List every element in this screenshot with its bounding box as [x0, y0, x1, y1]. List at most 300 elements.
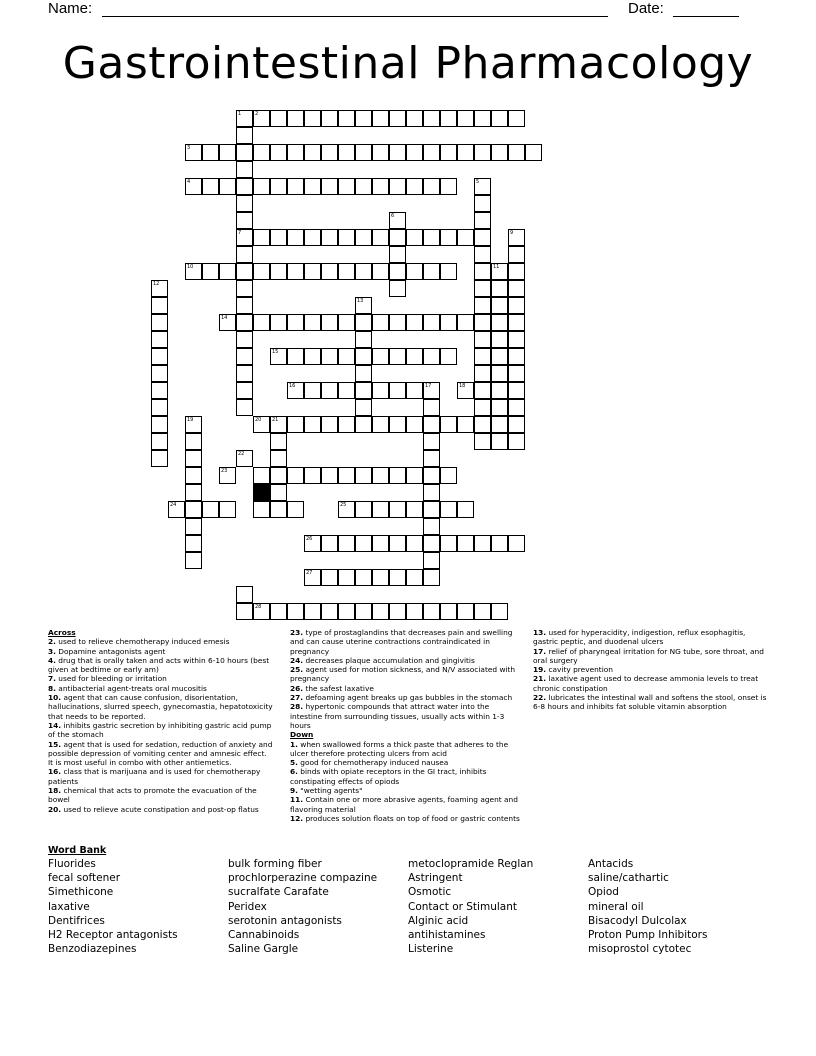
grid-cell[interactable] [270, 416, 287, 433]
grid-cell[interactable] [474, 178, 491, 195]
grid-cell[interactable] [474, 229, 491, 246]
grid-cell[interactable] [389, 382, 406, 399]
grid-cell[interactable] [236, 365, 253, 382]
grid-cell[interactable] [304, 348, 321, 365]
grid-cell[interactable] [491, 365, 508, 382]
grid-cell[interactable] [508, 382, 525, 399]
grid-cell[interactable] [304, 229, 321, 246]
grid-cell[interactable] [151, 399, 168, 416]
grid-cell[interactable] [457, 603, 474, 620]
grid-cell[interactable] [372, 382, 389, 399]
grid-cell[interactable] [423, 382, 440, 399]
grid-cell[interactable] [338, 535, 355, 552]
grid-cell[interactable] [253, 144, 270, 161]
grid-cell[interactable] [440, 229, 457, 246]
grid-cell[interactable] [338, 467, 355, 484]
grid-cell[interactable] [270, 144, 287, 161]
grid-cell[interactable] [457, 501, 474, 518]
grid-cell[interactable] [355, 569, 372, 586]
grid-cell[interactable] [372, 144, 389, 161]
grid-cell[interactable] [457, 314, 474, 331]
grid-cell[interactable] [406, 535, 423, 552]
grid-cell[interactable] [389, 144, 406, 161]
grid-cell[interactable] [287, 467, 304, 484]
grid-cell[interactable] [389, 246, 406, 263]
grid-cell[interactable] [236, 161, 253, 178]
grid-cell[interactable] [406, 144, 423, 161]
clue-number-label: 6. [290, 767, 298, 777]
grid-cell[interactable] [321, 416, 338, 433]
grid-cell[interactable] [253, 416, 270, 433]
grid-cell[interactable] [440, 314, 457, 331]
grid-cell[interactable] [321, 110, 338, 127]
grid-cell[interactable] [355, 603, 372, 620]
grid-cell[interactable] [508, 416, 525, 433]
clue [533, 665, 771, 674]
grid-cell[interactable] [406, 229, 423, 246]
grid-cell[interactable] [253, 110, 270, 127]
grid-cell[interactable] [423, 178, 440, 195]
grid-cell[interactable] [168, 501, 185, 518]
grid-cell[interactable] [440, 348, 457, 365]
grid-cell[interactable] [304, 263, 321, 280]
grid-cell[interactable] [423, 552, 440, 569]
grid-cell[interactable] [474, 433, 491, 450]
grid-cell[interactable] [355, 331, 372, 348]
grid-cell[interactable] [389, 535, 406, 552]
grid-cell[interactable] [287, 501, 304, 518]
clue-number: 24 [170, 502, 177, 508]
grid-cell[interactable] [270, 348, 287, 365]
grid-cell[interactable] [236, 229, 253, 246]
grid-cell[interactable] [440, 416, 457, 433]
grid-cell[interactable] [287, 603, 304, 620]
grid-cell[interactable] [151, 433, 168, 450]
grid-cell[interactable] [474, 535, 491, 552]
grid-cell[interactable] [474, 297, 491, 314]
grid-cell[interactable] [185, 450, 202, 467]
grid-cell[interactable] [474, 110, 491, 127]
grid-cell[interactable] [355, 263, 372, 280]
grid-cell[interactable] [491, 399, 508, 416]
grid-cell[interactable] [253, 467, 270, 484]
grid-cell[interactable] [304, 382, 321, 399]
grid-cell[interactable] [236, 586, 253, 603]
grid-cell[interactable] [355, 467, 372, 484]
grid-cell[interactable] [185, 433, 202, 450]
grid-cell[interactable] [321, 467, 338, 484]
grid-cell[interactable] [474, 365, 491, 382]
grid-cell[interactable] [423, 603, 440, 620]
grid-cell[interactable] [287, 348, 304, 365]
grid-cell[interactable] [304, 416, 321, 433]
grid-cell[interactable] [151, 331, 168, 348]
grid-cell[interactable] [321, 144, 338, 161]
grid-cell[interactable] [338, 416, 355, 433]
grid-cell[interactable] [389, 280, 406, 297]
word-bank-item: misoprostol cytotec [588, 943, 692, 956]
grid-cell[interactable] [236, 127, 253, 144]
grid-cell[interactable] [202, 263, 219, 280]
grid-cell[interactable] [270, 484, 287, 501]
grid-cell[interactable] [270, 450, 287, 467]
grid-cell[interactable] [474, 212, 491, 229]
grid-cell[interactable] [423, 263, 440, 280]
grid-cell[interactable] [236, 263, 253, 280]
grid-cell[interactable] [406, 569, 423, 586]
grid-cell[interactable] [219, 467, 236, 484]
grid-cell[interactable] [236, 297, 253, 314]
grid-cell[interactable] [457, 535, 474, 552]
grid-cell[interactable] [236, 195, 253, 212]
grid-cell[interactable] [270, 433, 287, 450]
grid-cell[interactable] [304, 603, 321, 620]
grid-cell[interactable] [321, 178, 338, 195]
grid-cell[interactable] [355, 399, 372, 416]
grid-cell[interactable] [423, 348, 440, 365]
grid-cell[interactable] [151, 348, 168, 365]
grid-cell[interactable] [304, 314, 321, 331]
grid-cell[interactable] [423, 569, 440, 586]
grid-cell[interactable] [185, 535, 202, 552]
grid-cell[interactable] [474, 314, 491, 331]
clue-text: drug that is orally taken and acts within 6-10 hours (best given at bedtime or early am) [48, 655, 270, 675]
grid-cell[interactable] [372, 569, 389, 586]
grid-cell[interactable] [253, 263, 270, 280]
grid-cell[interactable] [236, 348, 253, 365]
grid-cell[interactable] [338, 229, 355, 246]
grid-cell[interactable] [508, 331, 525, 348]
grid-cell[interactable] [474, 382, 491, 399]
grid-cell[interactable] [457, 229, 474, 246]
grid-cell[interactable] [372, 263, 389, 280]
grid-cell[interactable] [270, 467, 287, 484]
grid-cell[interactable] [406, 314, 423, 331]
grid-cell[interactable] [440, 144, 457, 161]
clue-number: 25 [340, 502, 347, 508]
grid-cell[interactable] [491, 348, 508, 365]
grid-cell[interactable] [423, 144, 440, 161]
grid-cell[interactable] [287, 314, 304, 331]
grid-cell[interactable] [508, 246, 525, 263]
grid-cell[interactable] [355, 144, 372, 161]
grid-cell[interactable] [389, 501, 406, 518]
grid-cell[interactable] [423, 433, 440, 450]
grid-cell[interactable] [270, 501, 287, 518]
grid-cell[interactable] [355, 178, 372, 195]
grid-cell[interactable] [321, 603, 338, 620]
grid-cell[interactable] [406, 348, 423, 365]
grid-cell[interactable] [423, 416, 440, 433]
grid-cell[interactable] [508, 348, 525, 365]
grid-cell[interactable] [474, 331, 491, 348]
grid-cell[interactable] [236, 212, 253, 229]
grid-cell[interactable] [474, 144, 491, 161]
grid-cell[interactable] [508, 314, 525, 331]
grid-cell[interactable] [270, 110, 287, 127]
grid-cell[interactable] [372, 416, 389, 433]
grid-cell[interactable] [491, 314, 508, 331]
grid-cell[interactable] [270, 314, 287, 331]
grid-cell[interactable] [253, 229, 270, 246]
grid-cell[interactable] [151, 314, 168, 331]
grid-cell[interactable] [491, 382, 508, 399]
grid-cell[interactable] [236, 178, 253, 195]
grid-cell[interactable] [355, 501, 372, 518]
grid-cell[interactable] [508, 110, 525, 127]
grid-cell[interactable] [321, 229, 338, 246]
grid-cell[interactable] [355, 535, 372, 552]
grid-cell[interactable] [355, 229, 372, 246]
grid-cell[interactable] [406, 110, 423, 127]
grid-cell[interactable] [338, 144, 355, 161]
clue-number-label: 23. [290, 628, 304, 637]
grid-cell[interactable] [491, 535, 508, 552]
grid-cell[interactable] [219, 501, 236, 518]
grid-cell[interactable] [491, 603, 508, 620]
grid-cell[interactable] [338, 382, 355, 399]
grid-cell[interactable] [151, 416, 168, 433]
grid-cell[interactable] [338, 501, 355, 518]
grid-cell[interactable] [185, 144, 202, 161]
grid-cell[interactable] [355, 314, 372, 331]
black-cell [253, 484, 270, 501]
grid-cell[interactable] [389, 348, 406, 365]
grid-cell[interactable] [219, 144, 236, 161]
grid-cell[interactable] [287, 229, 304, 246]
grid-cell[interactable] [372, 603, 389, 620]
grid-cell[interactable] [151, 365, 168, 382]
grid-cell[interactable] [406, 467, 423, 484]
grid-cell[interactable] [423, 399, 440, 416]
grid-cell[interactable] [287, 110, 304, 127]
grid-cell[interactable] [491, 331, 508, 348]
grid-cell[interactable] [338, 348, 355, 365]
grid-cell[interactable] [236, 603, 253, 620]
grid-cell[interactable] [474, 263, 491, 280]
grid-cell[interactable] [508, 229, 525, 246]
grid-cell[interactable] [219, 178, 236, 195]
grid-cell[interactable] [389, 212, 406, 229]
grid-cell[interactable] [440, 535, 457, 552]
grid-cell[interactable] [236, 280, 253, 297]
grid-cell[interactable] [236, 144, 253, 161]
grid-cell[interactable] [236, 314, 253, 331]
grid-cell[interactable] [372, 501, 389, 518]
grid-cell[interactable] [236, 246, 253, 263]
grid-cell[interactable] [236, 399, 253, 416]
grid-cell[interactable] [474, 348, 491, 365]
grid-cell[interactable] [185, 263, 202, 280]
grid-cell[interactable] [406, 603, 423, 620]
grid-cell[interactable] [304, 144, 321, 161]
grid-cell[interactable] [355, 297, 372, 314]
grid-cell[interactable] [491, 110, 508, 127]
grid-cell[interactable] [185, 467, 202, 484]
grid-cell[interactable] [185, 416, 202, 433]
grid-cell[interactable] [457, 144, 474, 161]
grid-cell[interactable] [491, 263, 508, 280]
grid-cell[interactable] [287, 178, 304, 195]
grid-cell[interactable] [321, 263, 338, 280]
grid-cell[interactable] [423, 484, 440, 501]
grid-cell[interactable] [508, 144, 525, 161]
grid-cell[interactable] [372, 110, 389, 127]
grid-cell[interactable] [508, 365, 525, 382]
grid-cell[interactable] [287, 382, 304, 399]
grid-cell[interactable] [185, 178, 202, 195]
grid-cell[interactable] [185, 501, 202, 518]
grid-cell[interactable] [474, 246, 491, 263]
grid-cell[interactable] [423, 314, 440, 331]
grid-cell[interactable] [525, 144, 542, 161]
grid-cell[interactable] [355, 110, 372, 127]
grid-cell[interactable] [202, 144, 219, 161]
grid-cell[interactable] [440, 501, 457, 518]
grid-cell[interactable] [508, 399, 525, 416]
grid-cell[interactable] [440, 263, 457, 280]
grid-cell[interactable] [151, 450, 168, 467]
grid-cell[interactable] [202, 501, 219, 518]
grid-cell[interactable] [389, 110, 406, 127]
grid-cell[interactable] [304, 569, 321, 586]
grid-cell[interactable] [355, 416, 372, 433]
grid-cell[interactable] [508, 280, 525, 297]
grid-cell[interactable] [321, 348, 338, 365]
grid-cell[interactable] [474, 399, 491, 416]
grid-cell[interactable] [372, 535, 389, 552]
grid-cell[interactable] [253, 501, 270, 518]
grid-cell[interactable] [389, 603, 406, 620]
grid-cell[interactable] [508, 297, 525, 314]
grid-cell[interactable] [423, 535, 440, 552]
clue-text: lubricates the intestinal wall and softens the stool, onset is 6-8 hours and inhibits fat soluble vitamin absorption [533, 693, 767, 712]
grid-cell[interactable] [270, 603, 287, 620]
grid-cell[interactable] [236, 382, 253, 399]
grid-cell[interactable] [491, 144, 508, 161]
grid-cell[interactable] [491, 297, 508, 314]
grid-cell[interactable] [338, 263, 355, 280]
grid-cell[interactable] [389, 263, 406, 280]
clue-number: 5 [476, 179, 480, 185]
grid-cell[interactable] [423, 450, 440, 467]
grid-cell[interactable] [304, 535, 321, 552]
grid-cell[interactable] [270, 263, 287, 280]
grid-cell[interactable] [338, 178, 355, 195]
grid-cell[interactable] [202, 178, 219, 195]
grid-cell[interactable] [389, 178, 406, 195]
grid-cell[interactable] [338, 314, 355, 331]
grid-cell[interactable] [219, 263, 236, 280]
grid-cell[interactable] [270, 229, 287, 246]
grid-cell[interactable] [236, 110, 253, 127]
grid-cell[interactable] [253, 314, 270, 331]
grid-cell[interactable] [270, 178, 287, 195]
grid-cell[interactable] [304, 467, 321, 484]
grid-cell[interactable] [406, 263, 423, 280]
grid-cell[interactable] [423, 518, 440, 535]
grid-cell[interactable] [457, 382, 474, 399]
grid-cell[interactable] [185, 552, 202, 569]
grid-cell[interactable] [304, 178, 321, 195]
grid-cell[interactable] [508, 433, 525, 450]
grid-cell[interactable] [406, 416, 423, 433]
grid-cell[interactable] [287, 416, 304, 433]
grid-cell[interactable] [253, 178, 270, 195]
grid-cell[interactable] [355, 348, 372, 365]
grid-cell[interactable] [491, 416, 508, 433]
grid-cell[interactable] [304, 110, 321, 127]
grid-cell[interactable] [389, 569, 406, 586]
grid-cell[interactable] [389, 229, 406, 246]
grid-cell[interactable] [185, 518, 202, 535]
grid-cell[interactable] [406, 501, 423, 518]
grid-cell[interactable] [287, 263, 304, 280]
grid-cell[interactable] [474, 195, 491, 212]
grid-cell[interactable] [474, 416, 491, 433]
grid-cell[interactable] [508, 263, 525, 280]
grid-cell[interactable] [491, 280, 508, 297]
grid-cell[interactable] [338, 603, 355, 620]
grid-cell[interactable] [423, 229, 440, 246]
grid-cell[interactable] [474, 603, 491, 620]
clue-number-label: 19. [533, 665, 547, 675]
grid-cell[interactable] [457, 416, 474, 433]
grid-cell[interactable] [338, 110, 355, 127]
grid-cell[interactable] [338, 569, 355, 586]
grid-cell[interactable] [389, 416, 406, 433]
grid-cell[interactable] [185, 484, 202, 501]
grid-cell[interactable] [491, 433, 508, 450]
grid-cell[interactable] [236, 331, 253, 348]
grid-cell[interactable] [151, 280, 168, 297]
grid-cell[interactable] [321, 569, 338, 586]
grid-cell[interactable] [440, 178, 457, 195]
grid-cell[interactable] [423, 501, 440, 518]
grid-cell[interactable] [321, 382, 338, 399]
grid-cell[interactable] [219, 314, 236, 331]
grid-cell[interactable] [321, 314, 338, 331]
grid-cell[interactable] [389, 314, 406, 331]
grid-cell[interactable] [372, 467, 389, 484]
grid-cell[interactable] [474, 280, 491, 297]
grid-cell[interactable] [151, 382, 168, 399]
grid-cell[interactable] [355, 382, 372, 399]
grid-cell[interactable] [253, 603, 270, 620]
clue-text: chemical that acts to promote the evacuation of the bowel [48, 786, 257, 805]
grid-cell[interactable] [440, 467, 457, 484]
grid-cell[interactable] [423, 110, 440, 127]
grid-cell[interactable] [372, 229, 389, 246]
grid-cell[interactable] [406, 382, 423, 399]
grid-cell[interactable] [372, 178, 389, 195]
clue [290, 786, 520, 795]
grid-cell[interactable] [321, 535, 338, 552]
grid-cell[interactable] [423, 467, 440, 484]
grid-cell[interactable] [355, 365, 372, 382]
grid-cell[interactable] [440, 110, 457, 127]
grid-cell[interactable] [236, 450, 253, 467]
grid-cell[interactable] [440, 603, 457, 620]
grid-cell[interactable] [389, 467, 406, 484]
grid-cell[interactable] [508, 535, 525, 552]
grid-cell[interactable] [457, 110, 474, 127]
grid-cell[interactable] [287, 144, 304, 161]
grid-cell[interactable] [151, 297, 168, 314]
grid-cell[interactable] [406, 178, 423, 195]
grid-cell[interactable] [372, 314, 389, 331]
grid-cell[interactable] [372, 348, 389, 365]
